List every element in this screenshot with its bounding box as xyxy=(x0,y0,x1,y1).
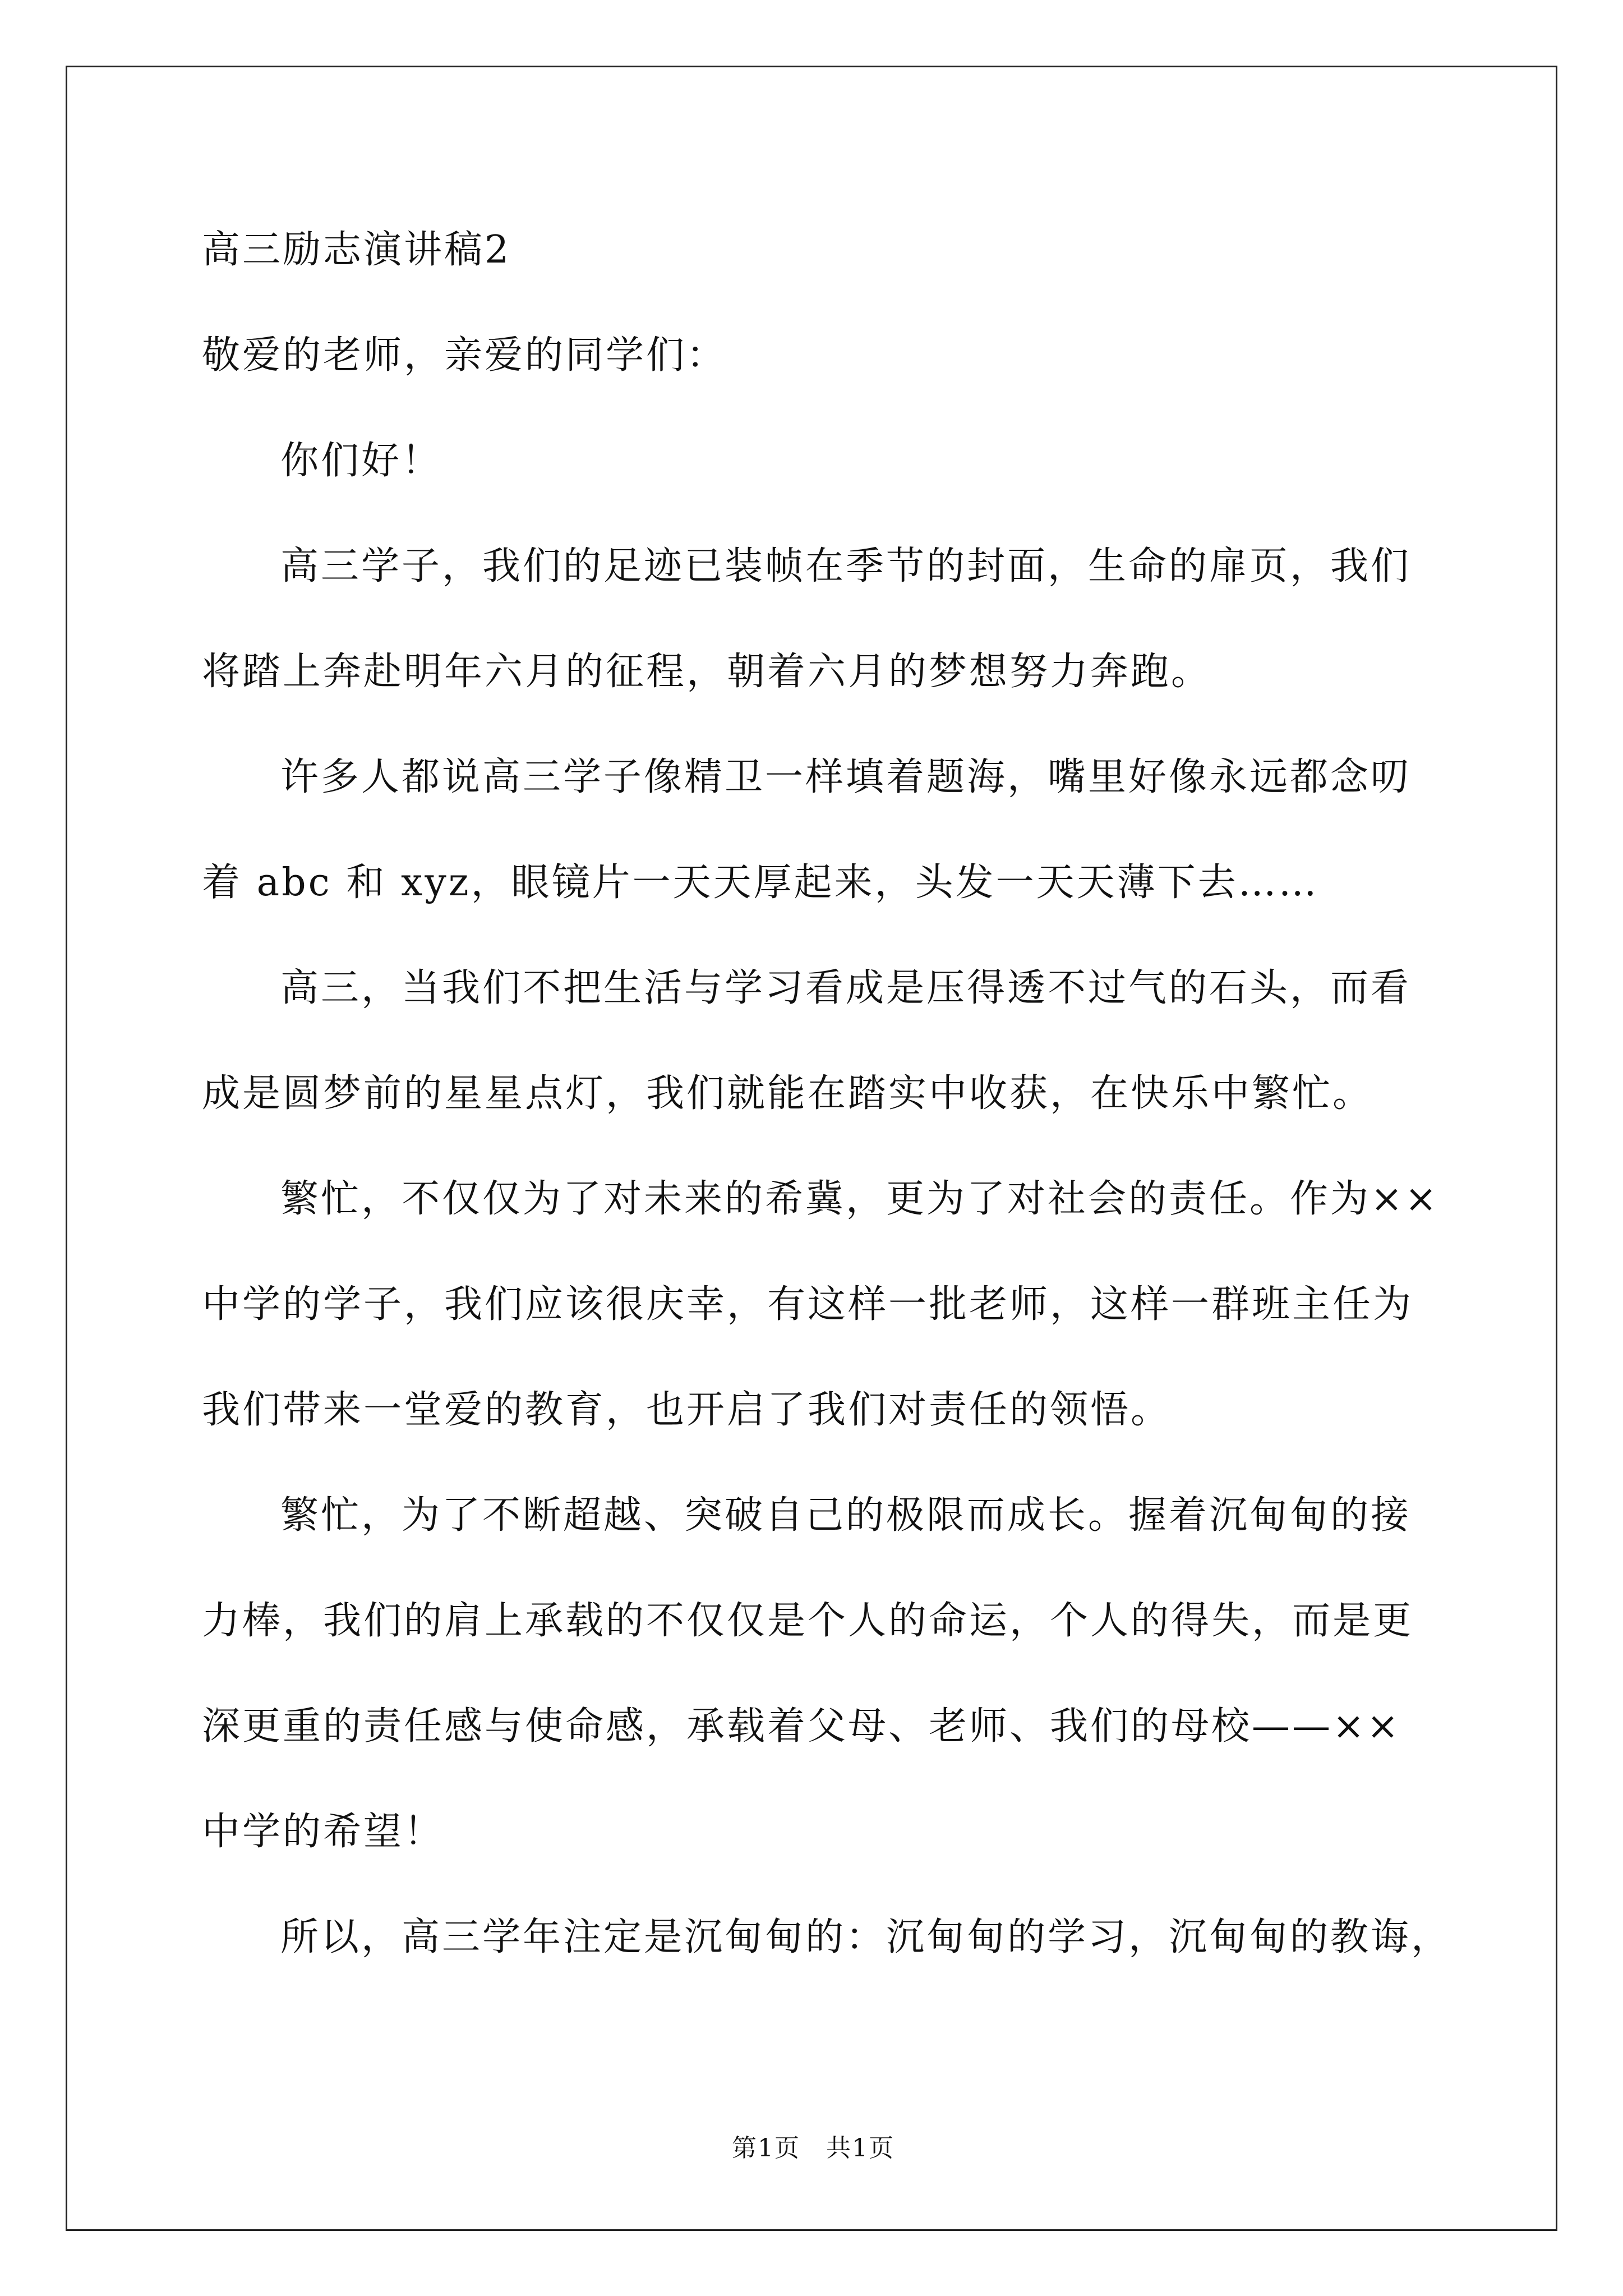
paragraph-line: 深更重的责任感与使命感，承载着父母、老师、我们的母校——×× xyxy=(202,1704,1401,1749)
paragraph-line: 力棒，我们的肩上承载的不仅仅是个人的命运，个人的得失，而是更 xyxy=(202,1599,1414,1643)
paragraph-line: 所以，高三学年注定是沉甸甸的：沉甸甸的学习，沉甸甸的教诲， xyxy=(280,1915,1452,1959)
paragraph-line: 成是圆梦前的星星点灯，我们就能在踏实中收获，在快乐中繁忙。 xyxy=(202,1071,1373,1116)
paragraph-line: 繁忙，为了不断超越、突破自己的极限而成长。握着沉甸甸的接 xyxy=(280,1493,1412,1538)
document-title: 高三励志演讲稿2 xyxy=(202,228,511,272)
paragraph-line: 中学的希望！ xyxy=(202,1810,445,1854)
page-frame xyxy=(66,66,1557,2231)
paragraph-line: 我们带来一堂爱的教育，也开启了我们对责任的领悟。 xyxy=(202,1388,1172,1432)
paragraph-line: 高三，当我们不把生活与学习看成是压得透不过气的石头，而看 xyxy=(280,966,1412,1010)
paragraph-line: 中学的学子，我们应该很庆幸，有这样一批老师，这样一群班主任为 xyxy=(202,1282,1414,1327)
paragraph-line: 将踏上奔赴明年六月的征程，朝着六月的梦想努力奔跑。 xyxy=(202,650,1212,694)
page-footer: 第1页 共1页 xyxy=(732,2134,895,2162)
greeting: 你们好！ xyxy=(280,439,442,483)
paragraph-line: 着 abc 和 xyz，眼镜片一天天厚起来，头发一天天薄下去…… xyxy=(202,861,1319,905)
salutation: 敬爱的老师，亲爱的同学们： xyxy=(202,333,727,378)
paragraph-line: 繁忙，不仅仅为了对未来的希冀，更为了对社会的责任。作为×× xyxy=(280,1177,1439,1221)
paragraph-line: 许多人都说高三学子像精卫一样填着题海，嘴里好像永远都念叨 xyxy=(280,755,1412,799)
paragraph-line: 高三学子，我们的足迹已装帧在季节的封面，生命的扉页，我们 xyxy=(280,544,1412,588)
